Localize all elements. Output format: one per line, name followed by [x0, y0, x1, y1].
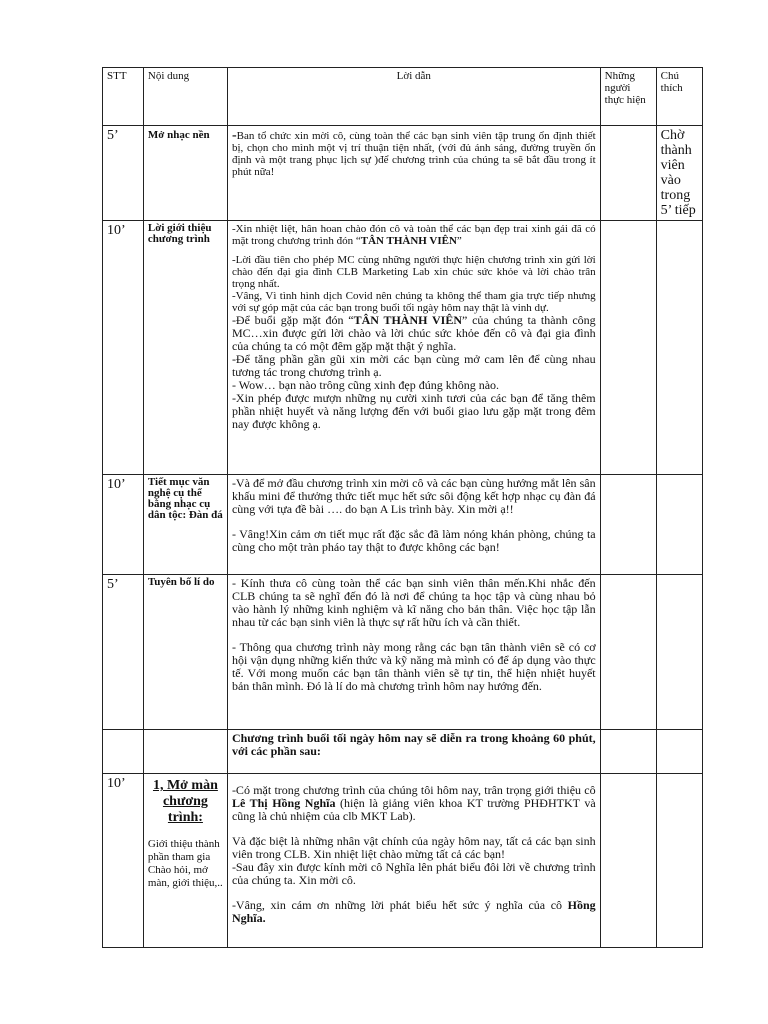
row-script-cell	[227, 221, 600, 475]
row-title: Tiết mục văn nghệ cụ thể bằng nhạc cụ dân tộc: Đàn đá	[147, 476, 223, 521]
section-subtitle: Giới thiệu thành phần tham gia Chào hỏi, mở màn, giới thiệu,..	[147, 838, 223, 889]
script-text: -Để tăng phần gần gũi xin mời các bạn cùng mở cam lên để cùng nhau tương tác trong chương trình ạ.	[231, 352, 596, 379]
table-row	[103, 575, 703, 730]
table-header-row	[103, 68, 703, 126]
row-title: Mở nhạc nền	[147, 129, 210, 141]
row-note-cell	[656, 774, 702, 948]
header-noi-dung: Nội dung	[143, 68, 227, 126]
script-text: -Vâng, xin cám ơn những lời phát biểu hết sức ý nghĩa của cô	[231, 898, 568, 912]
script-text: -Và để mở đầu chương trình xin mời cô và các bạn cùng hướng mắt lên sân khấu mini để thưởng thức tiết mục hết sức sôi động kết hợp nhạc cụ đàn đá cùng với tựa đề bài …. do bạn A Lis trình bày. Xin mời ạ!!	[231, 476, 596, 516]
row-time	[103, 774, 144, 948]
dash-mark: -	[231, 128, 237, 143]
script-text: - Kính thưa cô cùng toàn thể các bạn sinh viên thân mến.Khi nhắc đến CLB chúng ta sẽ nghĩ đến đó là nơi để chúng ta học tập và cùng nhau bỏ vào hành lý những kinh nghiệm và kĩ năng cho bản thân. Việc học tập lẫn nhau từ các bạn sinh viên là thực sự rất hữu ích và cần thiết.	[231, 576, 596, 629]
row-script-cell	[227, 126, 600, 221]
row-performer-cell	[600, 730, 656, 774]
time-label: 5’	[107, 128, 119, 143]
script-text: - Thông qua chương trình này mong rằng các bạn tân thành viên sẽ có cơ hội vận dụng những kiến thức và kỹ năng mà mình có để áp dụng vào thực tế. Với mong muốn các bạn tân thành viên sẽ tự tin, thể hiện nhiệt huyết bản thân mình. Đó là lí do mà chương trình hôm nay hướng đến.	[231, 640, 596, 693]
script-text: -Có mặt trong chương trình của chúng tôi hôm nay, trân trọng giới thiệu cô	[231, 783, 596, 797]
script-text: - Vâng!Xin cảm ơn tiết mục rất đặc sắc đã làm nóng khán phòng, chúng ta cùng cho một tràn pháo tay thật to được không các bạn!	[231, 527, 596, 554]
header-nguoi-thuc-hien: Những người thực hiện	[600, 68, 656, 126]
row-script-cell	[227, 475, 600, 575]
row-title-cell	[143, 475, 227, 575]
row-performer-cell	[600, 221, 656, 475]
row-time	[103, 221, 144, 475]
program-script-table	[102, 67, 703, 948]
script-text: -Để buổi gặp mặt đón “	[231, 313, 354, 327]
script-text: -Xin phép được mượn những nụ cười xinh tươi của các bạn để tăng thêm phần nhiệt huyết và năng lượng đến với buổi giao lưu gặp mặt trong đêm nay được không ạ.	[231, 391, 596, 431]
table-row	[103, 126, 703, 221]
script-text: -Vâng, Vì tình hình dịch Covid nên chúng ta không thể tham gia trực tiếp nhưng với sự góp mặt của các bạn trong buổi tối ngày hôm nay thật là vinh dự.	[231, 290, 596, 314]
header-stt: STT	[103, 68, 144, 126]
script-text: -Sau đây xin được kính mời cô Nghĩa lên phát biểu đôi lời về chương trình của chúng ta. Xin mời cô.	[231, 860, 596, 887]
row-note-cell	[656, 730, 702, 774]
row-time	[103, 575, 144, 730]
script-text: Và đặc biệt là những nhân vật chính của ngày hôm nay, tất cả các bạn sinh viên trong CLB. Xin nhiệt liệt chào mừng tất cả các bạn!	[231, 834, 596, 861]
time-label: 5’	[107, 577, 119, 592]
table-row	[103, 475, 703, 575]
header-chu-thich: Chú thích	[656, 68, 702, 126]
script-text-bold: Lê Thị Hồng Nghĩa	[231, 796, 336, 810]
time-label: 10’	[107, 776, 126, 791]
table-row	[103, 730, 703, 774]
row-note-cell	[656, 126, 702, 221]
row-note-cell	[656, 575, 702, 730]
row-time	[103, 730, 144, 774]
row-performer-cell	[600, 126, 656, 221]
row-title-cell	[143, 730, 227, 774]
script-text: - Wow… bạn nào trông cũng xinh đẹp đúng không nào.	[231, 378, 500, 392]
row-title: Tuyên bố lí do	[147, 576, 215, 588]
time-label: 10’	[107, 477, 126, 492]
row-note-cell	[656, 221, 702, 475]
table-row	[103, 221, 703, 475]
row-script-cell	[227, 774, 600, 948]
program-summary: Chương trình buổi tối ngày hôm nay sẽ diễn ra trong khoảng 60 phút, với các phần sau:	[231, 731, 596, 758]
script-text: Ban tổ chức xin mời cô, cùng toàn thể các bạn sinh viên tập trung ổn định thiết bị, chọn cho mình một vị trí thuận tiện nhất, (với đủ ánh sáng, đường truyền ổn định và một trang phục lịch sự )để chương trình của chúng ta sẽ bắt đầu trong ít phút nữa!	[231, 130, 596, 178]
row-performer-cell	[600, 575, 656, 730]
row-note-cell	[656, 475, 702, 575]
row-title-cell	[143, 126, 227, 221]
header-loi-dan: Lời dẫn	[227, 68, 600, 126]
table-row	[103, 774, 703, 948]
script-text: (hiện là giảng viên khoa KT trường PHĐHTKT và cũng là chủ nhiệm của clb MKT Lab).	[231, 796, 596, 823]
row-script-cell	[227, 575, 600, 730]
time-label: 10’	[107, 223, 126, 238]
row-script-cell	[227, 730, 600, 774]
script-text: -Xin nhiệt liệt, hân hoan chào đón cô và toàn thể các bạn đẹp trai xinh gái đã có mặt trong chương trình đón “	[231, 223, 596, 247]
row-time	[103, 126, 144, 221]
row-note: Chờ thành viên vào trong 5’ tiếp	[660, 128, 696, 218]
row-title-cell	[143, 221, 227, 475]
script-text-bold: TÂN THÀNH VIÊN	[360, 235, 457, 247]
script-text-bold: TÂN THÀNH VIÊN	[353, 313, 462, 327]
row-performer-cell	[600, 475, 656, 575]
script-text: ”	[456, 235, 462, 247]
row-performer-cell	[600, 774, 656, 948]
row-time	[103, 475, 144, 575]
script-text: -Lời đầu tiên cho phép MC cùng những người thực hiện chương trình xin gửi lời chào đến đại gia đình CLB Marketing Lab xin chúc sức khỏe và lời chào trân trọng nhất.	[231, 254, 596, 290]
section-title: 1, Mở màn chương trình:	[152, 778, 218, 825]
script-text-bold: Hồng Nghĩa.	[231, 898, 596, 925]
row-title-cell	[143, 575, 227, 730]
script-text: ” của chúng ta thành công MC…xin được gửi lời chào và lời chúc sức khỏe đến cô và đại gia đình của chúng ta có một đêm gặp mặt thật ý nghĩa.	[231, 313, 596, 353]
row-title: Lời giới thiệu chương trình	[147, 222, 212, 245]
row-title-cell	[143, 774, 227, 948]
